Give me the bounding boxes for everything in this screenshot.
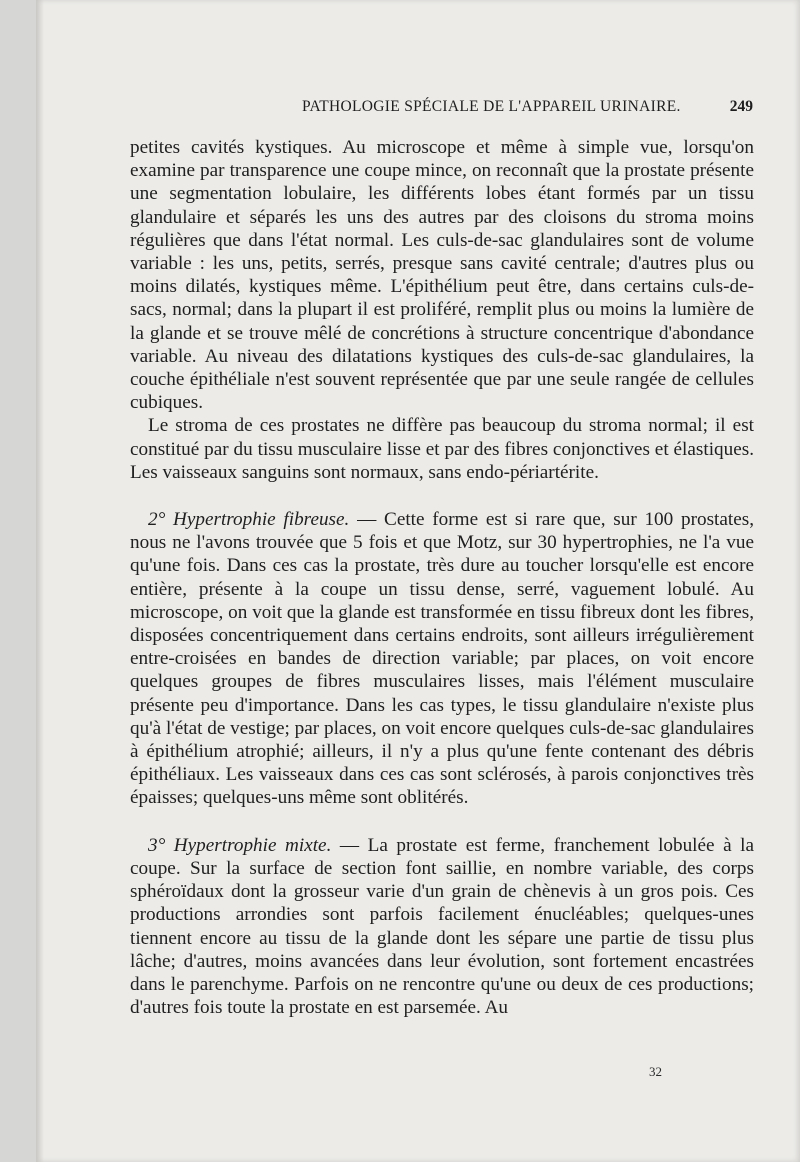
running-title: PATHOLOGIE SPÉCIALE DE L'APPAREIL URINAIRE.: [302, 98, 681, 115]
section-body-fibreuse: — Cette forme est si rare que, sur 100 prostates, nous ne l'avons trouvée que 5 fois et que Motz, sur 30 hypertrophies, ne l'a vue qu'une fois. Dans ces cas la prostate, très dure au toucher lorsqu'elle est encore entière, présente à la coupe un tissu dense, serré, vaguement lobulé. Au microscope, on voit que la glande est transformée en tissu fibreux dont les fibres, disposées concentriquement dans certains endroits, sont ailleurs irrégulièrement entre-croisées en bandes de direction variable; par places, on voit encore quelques groupes de fibres musculaires lisses, mais l'élément musculaire présente peu d'importance. Dans les cas types, le tissu glandulaire n'existe plus qu'à l'état de vestige; par places, on voit encore quelques culs-de-sac glandulaires à épithélium atrophié; ailleurs, il n'y a plus qu'une fente contenant des débris épithéliaux. Les vaisseaux dans ces cas sont sclérosés, à parois conjonctives très épaisses; quelques-uns même sont oblitérés.: [130, 509, 754, 809]
signature-mark: 32: [649, 1064, 662, 1079]
running-head: [136, 98, 753, 120]
paragraph-2: Le stroma de ces prostates ne diffère pas beaucoup du stroma normal; il est constitué par du tissu musculaire lisse et par des fibres conjonctives et élastiques. Les vaisseaux sanguins sont normaux, sans endo-périartérite.: [130, 415, 754, 483]
page-number: 249: [729, 98, 753, 115]
section-body-mixte: — La prostate est ferme, franchement lobulée à la coupe. Sur la surface de section font saillie, en nombre variable, des corps sphéroïdaux dont la grosseur varie d'un grain de chènevis à un gros pois. Ces productions arrondies sont parfois facilement énucléables; quelques-unes tiennent encore au tissu de la glande dont les sépare une partie de tissu plus lâche; d'autres, moins avancées dans leur évolution, sont fortement encastrées dans le parenchyme. Parfois on ne rencontre qu'une ou deux de ces productions; d'autres fois toute la prostate en est parsemée. Au: [130, 834, 755, 1019]
book-page: [36, 0, 800, 1162]
paragraph-1: petites cavités kystiques. Au microscope et même à simple vue, lorsqu'on examine par transparence une coupe mince, on reconnaît que la prostate présente une segmentation lobulaire, les différents lobes étant formés par un tissu glandulaire et séparés les uns des autres par des cloisons du stroma moins régulières que dans l'état normal. Les culs-de-sac glandulaires sont de volume variable : les uns, petits, serrés, presque sans cavité centrale; d'autres plus ou moins dilatés, kystiques même. L'épithélium peut être, dans certains culs-de-sacs, normal; dans la plupart il est proliféré, remplit plus ou moins la lumière de la glande et se trouve mêlé de concrétions à structure concentrique d'abondance variable. Au niveau des dilatations kystiques des culs-de-sac glandulaires, la couche épithéliale n'est souvent représentée que par une seule rangée de cellules cubiques.: [130, 137, 754, 414]
section-heading-mixte: 3° Hypertrophie mixte.: [148, 834, 332, 856]
section-heading-fibreuse: 2° Hypertrophie fibreuse.: [148, 509, 350, 531]
paragraph-hypertrophie-fibreuse: [130, 508, 754, 810]
paragraph-hypertrophie-mixte: [130, 834, 754, 1020]
body-text: [130, 136, 754, 1019]
